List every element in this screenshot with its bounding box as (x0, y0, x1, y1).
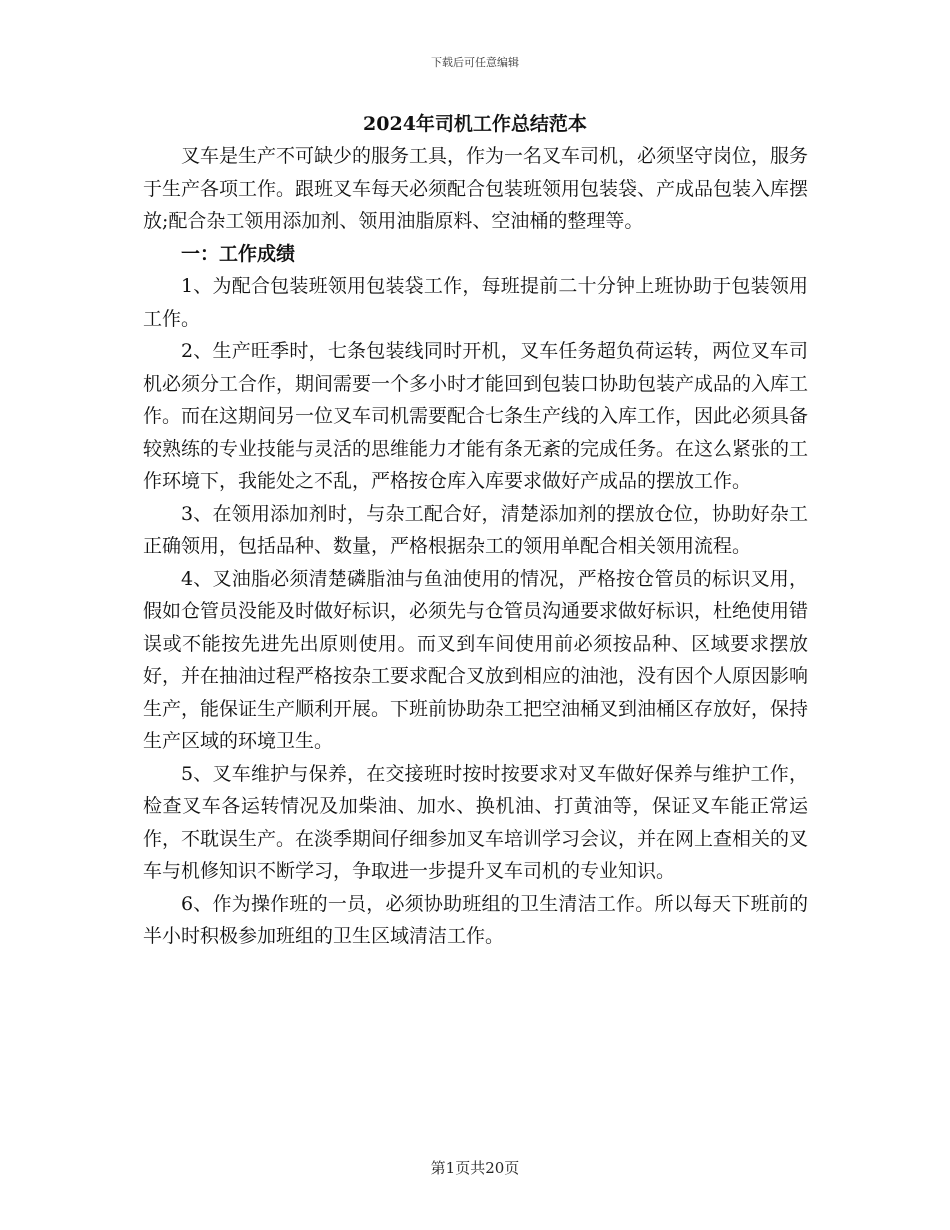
list-item-5: 5、叉车维护与保养，在交接班时按时按要求对叉车做好保养与维护工作，检查叉车各运转情况及加柴油、加水、换机油、打黄油等，保证叉车能正常运作，不耽误生产。在淡季期间仔细参加叉车培训学习会议，并在网上查相关的叉车与机修知识不断学习，争取进一步提升叉车司机的专业知识。 (143, 762, 809, 882)
list-item-3: 3、在领用添加剂时，与杂工配合好，清楚添加剂的摆放仓位，协助好杂工正确领用，包括品种、数量，严格根据杂工的领用单配合相关领用流程。 (143, 502, 808, 557)
section-heading: 一：工作成绩 (181, 242, 296, 265)
list-item-2: 2、生产旺季时，七条包装线同时开机，叉车任务超负荷运转，两位叉车司机必须分工合作，期间需要一个多小时才能回到包装口协助包装产成品的入库工作。而在这期间另一位叉车司机需要配合七条生产线的入库工作，因此必须具备较熟练的专业技能与灵活的思维能力才能有条无紊的完成任务。在这么紧张的工作环境下，我能处之不乱，严格按仓库入库要求做好产成品的摆放工作。 (143, 340, 809, 492)
list-item-1: 1、为配合包装班领用包装袋工作，每班提前二十分钟上班协助于包装领用工作。 (143, 275, 808, 330)
page-number: 第1页共20页 (430, 1159, 520, 1177)
list-item-4: 4、叉油脂必须清楚磷脂油与鱼油使用的情况，严格按仓管员的标识叉用，假如仓管员没能及时做好标识，必须先与仓管员沟通要求做好标识，杜绝使用错误或不能按先进先出原则使用。而叉到车间使用前必须按品种、区域要求摆放好，并在抽油过程严格按杂工要求配合叉放到相应的油池，没有因个人原因影响生产，能保证生产顺利开展。下班前协助杂工把空油桶叉到油桶区存放好，保持生产区域的环境卫生。 (143, 567, 809, 752)
document-body (143, 140, 808, 953)
document-title: 2024年司机工作总结范本 (363, 113, 587, 135)
list-item-6: 6、作为操作班的一员，必须协助班组的卫生清洁工作。所以每天下班前的半小时积极参加班组的卫生区域清洁工作。 (143, 892, 808, 947)
intro-paragraph: 叉车是生产不可缺少的服务工具，作为一名叉车司机，必须坚守岗位，服务于生产各项工作。跟班叉车每天必须配合包装班领用包装袋、产成品包装入库摆放;配合杂工领用添加剂、领用油脂原料、空油桶的整理等。 (143, 145, 809, 232)
header-note: 下载后可任意编辑 (431, 56, 519, 69)
